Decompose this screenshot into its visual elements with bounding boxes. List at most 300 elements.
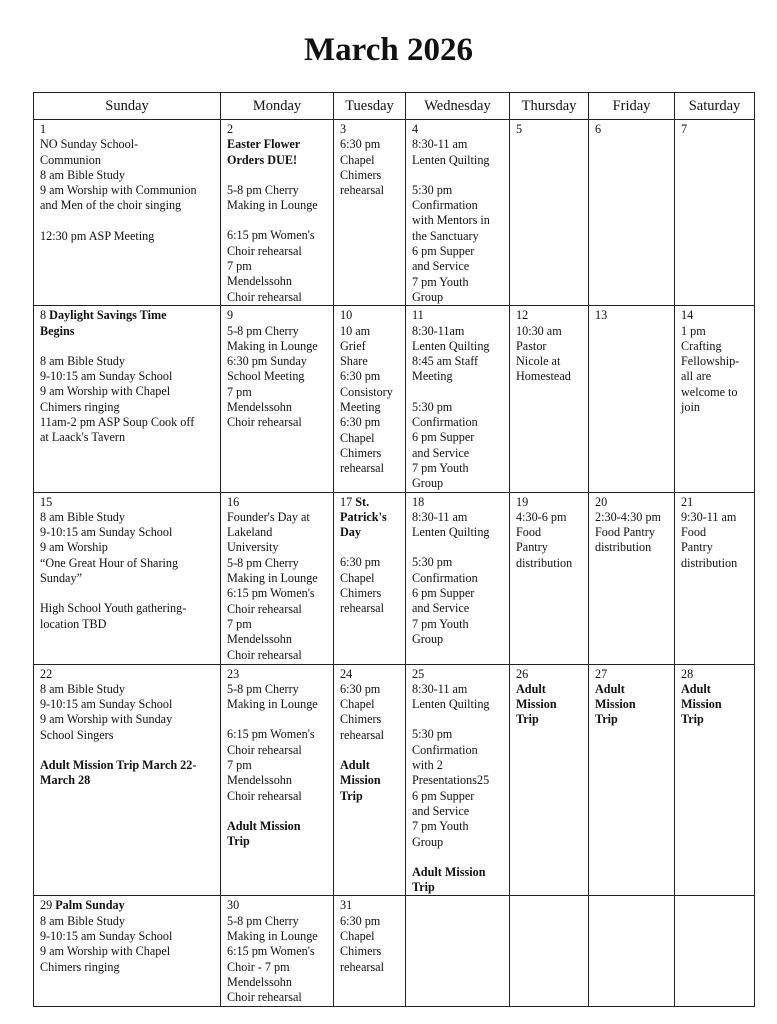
day-cell [334, 120, 406, 306]
calendar-grid [33, 92, 755, 1007]
event-line: all are [681, 369, 712, 384]
event-line: the Sanctuary [412, 228, 479, 243]
event-line: and Men of the choir singing [40, 198, 182, 213]
day-number: 2 [227, 122, 234, 136]
day-number: 11 [412, 308, 424, 323]
day-cell [589, 492, 675, 664]
day-header [412, 495, 505, 510]
event-line: Making in Lounge [227, 198, 318, 213]
spacer [412, 168, 505, 183]
day-header [595, 122, 670, 137]
day-cell [406, 896, 510, 1007]
day-cell [675, 306, 755, 492]
event-line: Share [340, 354, 368, 369]
day-header [340, 308, 401, 323]
event-line: 9-10:15 am Sunday School [40, 697, 173, 712]
event-line: Food Pantry [595, 525, 655, 540]
event-line: 7 pm Youth [412, 616, 469, 631]
event-line: 7 pm [227, 758, 252, 773]
event-line: 9:30-11 am [681, 509, 737, 524]
spacer [412, 385, 505, 400]
day-header [40, 667, 216, 682]
event-line: Adult Mission Trip March 22- [40, 758, 197, 773]
event-line: Sunday” [40, 571, 82, 586]
day-cell [406, 492, 510, 664]
event-line: Nicole at [516, 354, 561, 369]
spacer [340, 540, 401, 555]
week-row [34, 492, 755, 664]
event-line: Adult [681, 681, 711, 696]
day-number: 31 [340, 898, 353, 913]
day-cell [34, 306, 221, 492]
day-cell [334, 664, 406, 896]
event-line: rehearsal [340, 601, 384, 616]
event-line: Lenten Quilting [412, 152, 490, 167]
event-line: 6:30 pm [340, 137, 381, 152]
day-cell [510, 120, 589, 306]
event-line: and Service [412, 803, 470, 818]
day-cell [510, 306, 589, 492]
day-header [340, 122, 401, 137]
event-line: Group [412, 289, 444, 304]
day-number: 26 [516, 666, 529, 681]
day-number: 22 [40, 666, 53, 681]
weekday-header: Thursday [510, 93, 589, 120]
event-line: High School Youth gathering- [40, 601, 187, 616]
event-line: March 28 [40, 773, 91, 788]
day-number: 23 [227, 666, 240, 681]
event-line: Grief [340, 338, 366, 353]
day-cell [406, 306, 510, 492]
event-line: Orders DUE! [227, 152, 298, 167]
day-number: 24 [340, 666, 353, 681]
event-line: Group [412, 834, 444, 849]
day-number: 25 [412, 666, 425, 681]
event-line: 9 am Worship with Chapel [40, 944, 171, 959]
day-number: 27 [595, 666, 608, 681]
day-cell [334, 896, 406, 1007]
day-number: 4 [412, 122, 419, 136]
event-line: 6:15 pm Women's [227, 727, 315, 742]
day-cell [589, 306, 675, 492]
event-line: 9-10:15 am Sunday School [40, 369, 173, 384]
day-number: 12 [516, 308, 529, 323]
day-header [516, 495, 584, 510]
event-line: 4:30-6 pm [516, 509, 567, 524]
day-cell [221, 492, 334, 664]
event-line: Presentations25 [412, 773, 490, 788]
day-header [227, 898, 329, 913]
day-header [412, 308, 505, 323]
day-header [40, 898, 216, 913]
event-line: 5-8 pm Cherry [227, 323, 299, 338]
day-cell [406, 120, 510, 306]
day-header [516, 122, 584, 137]
day-cell [675, 896, 755, 1007]
event-line: Group [412, 631, 444, 646]
event-line: Choir rehearsal [227, 788, 302, 803]
day-cell [34, 492, 221, 664]
event-line: Lakeland [227, 525, 273, 540]
event-line: Making in Lounge [227, 697, 318, 712]
event-line: 6:30 pm [340, 369, 381, 384]
event-line: Confirmation [412, 570, 478, 585]
event-line: 5-8 pm Cherry [227, 681, 299, 696]
spacer [227, 712, 329, 727]
event-line: Mission [340, 773, 381, 788]
day-header [412, 122, 505, 137]
day-header [227, 308, 329, 323]
event-line: Choir rehearsal [227, 601, 302, 616]
day-cell [221, 306, 334, 492]
event-line: “One Great Hour of Sharing [40, 555, 179, 570]
day-header [516, 308, 584, 323]
event-line: School Singers [40, 727, 114, 742]
event-line: Chimers ringing [40, 959, 120, 974]
day-header [412, 667, 505, 682]
event-line: 2:30-4:30 pm [595, 509, 662, 524]
event-line: Chimers [340, 445, 382, 460]
event-line: Meeting [340, 400, 381, 415]
event-line: with Mentors in [412, 213, 490, 228]
weekday-header: Tuesday [334, 93, 406, 120]
event-line: 8:30-11 am [412, 509, 468, 524]
event-line: Fellowship- [681, 354, 740, 369]
event-line: Making in Lounge [227, 928, 318, 943]
event-line: 6 pm Supper [412, 430, 475, 445]
day-number: 29 [40, 898, 53, 913]
day-cell [334, 492, 406, 664]
event-line: Chapel [340, 928, 375, 943]
event-line: 5:30 pm [412, 727, 453, 742]
day-number: 21 [681, 494, 694, 509]
event-line: 6:30 pm [340, 681, 381, 696]
event-line: 9 am Worship [40, 540, 108, 555]
weekday-header-row [34, 93, 755, 120]
day-cell [675, 664, 755, 896]
day-header [227, 122, 329, 137]
day-cell [221, 896, 334, 1007]
spacer [340, 743, 401, 758]
day-header [340, 495, 401, 510]
event-line: Adult [595, 681, 625, 696]
day-cell [589, 664, 675, 896]
weekday-header: Saturday [675, 93, 755, 120]
event-line: NO Sunday School- [40, 137, 139, 152]
event-line: 12:30 pm ASP Meeting [40, 228, 155, 243]
event-line: and Service [412, 601, 470, 616]
week-row [34, 896, 755, 1007]
spacer [412, 712, 505, 727]
event-line: Pastor [516, 338, 547, 353]
day-header [595, 667, 670, 682]
day-header [681, 495, 750, 510]
event-line: Food [681, 525, 707, 540]
event-line: Making in Lounge [227, 571, 318, 586]
event-line: Meeting [412, 369, 453, 384]
event-line: School Meeting [227, 369, 305, 384]
event-line: Trip [412, 880, 435, 895]
event-line: Choir rehearsal [227, 415, 302, 430]
day-title: Daylight Savings Time [49, 308, 167, 323]
event-line: Communion [40, 152, 101, 167]
event-line: 6:30 pm [340, 913, 381, 928]
event-line: Lenten Quilting [412, 697, 490, 712]
event-line: Chimers [340, 712, 382, 727]
day-cell [406, 664, 510, 896]
event-line: 6:15 pm Women's [227, 586, 315, 601]
event-line: 8 am Bible Study [40, 509, 125, 524]
event-line: Lenten Quilting [412, 525, 490, 540]
event-line: 8:45 am Staff [412, 354, 479, 369]
event-line: 6:15 pm Women's [227, 944, 315, 959]
day-header [516, 667, 584, 682]
event-line: 1 pm [681, 323, 706, 338]
event-line: with 2 [412, 758, 443, 773]
week-row [34, 306, 755, 492]
event-line: Adult [340, 758, 370, 773]
event-line: 5:30 pm [412, 555, 453, 570]
event-line: welcome to [681, 384, 738, 399]
day-number: 16 [227, 494, 240, 509]
event-line: Chapel [340, 570, 375, 585]
event-line: 10 am [340, 323, 371, 338]
week-row [34, 120, 755, 306]
week-row [34, 664, 755, 896]
event-line: Chimers ringing [40, 399, 120, 414]
day-number: 17 [340, 494, 353, 509]
day-header [227, 495, 329, 510]
event-line: and Service [412, 259, 470, 274]
day-cell [34, 896, 221, 1007]
event-line: 7 pm Youth [412, 274, 469, 289]
day-header [595, 495, 670, 510]
day-number: 15 [40, 494, 53, 509]
event-line: 7 pm [227, 616, 252, 631]
event-line: rehearsal [340, 461, 384, 476]
event-line: Adult Mission [227, 818, 301, 833]
event-line: 6 pm Supper [412, 788, 475, 803]
event-line: 6:15 pm Women's [227, 228, 315, 243]
event-line: Lenten Quilting [412, 338, 490, 353]
event-line: Mission [516, 697, 557, 712]
spacer [40, 586, 216, 601]
day-cell [510, 492, 589, 664]
event-line: 6 pm Supper [412, 244, 475, 259]
event-line: University [227, 540, 279, 555]
event-line: Adult [516, 681, 546, 696]
event-line: 5:30 pm [412, 399, 453, 414]
event-line: Consistory [340, 384, 393, 399]
event-line: 9-10:15 am Sunday School [40, 525, 173, 540]
event-line: Choir rehearsal [227, 990, 302, 1005]
event-line: Choir rehearsal [227, 243, 302, 258]
spacer [412, 850, 505, 865]
event-line: 10:30 am [516, 323, 562, 338]
event-line: 5-8 pm Cherry [227, 555, 299, 570]
event-line: 9 am Worship with Sunday [40, 712, 173, 727]
day-title: St. [355, 494, 370, 509]
event-line: 5-8 pm Cherry [227, 913, 299, 928]
event-line: 9 am Worship with Chapel [40, 384, 171, 399]
event-line: Patrick's [340, 509, 387, 524]
event-line: Trip [340, 788, 363, 803]
spacer [227, 804, 329, 819]
day-number: 9 [227, 308, 234, 323]
event-line: 7 pm [227, 259, 252, 274]
event-line: 7 pm Youth [412, 819, 469, 834]
event-line: Mendelssohn [227, 400, 292, 415]
event-line: Food [516, 525, 542, 540]
event-line: 9 am Worship with Communion [40, 183, 197, 198]
event-line: Group [412, 476, 444, 491]
weekday-header: Wednesday [406, 93, 510, 120]
event-line: Crafting [681, 338, 722, 353]
day-number: 30 [227, 898, 240, 913]
day-header [681, 308, 750, 323]
day-number: 28 [681, 666, 694, 681]
event-line: 7 pm [227, 384, 252, 399]
event-line: Choir rehearsal [227, 647, 302, 662]
day-cell [34, 120, 221, 306]
day-number: 7 [681, 122, 688, 136]
event-line: 11am-2 pm ASP Soup Cook off [40, 415, 195, 430]
day-number: 5 [516, 122, 523, 136]
event-line: Begins [40, 323, 75, 338]
weekday-header: Sunday [34, 93, 221, 120]
event-line: 7 pm Youth [412, 460, 469, 475]
weekday-header: Monday [221, 93, 334, 120]
day-number: 14 [681, 308, 694, 323]
day-cell [675, 492, 755, 664]
day-number: 6 [595, 122, 602, 136]
event-line: 5:30 pm [412, 182, 453, 197]
day-cell [34, 664, 221, 896]
event-line: Easter Flower [227, 137, 301, 152]
event-line: 9-10:15 am Sunday School [40, 928, 173, 943]
event-line: Mendelssohn [227, 632, 292, 647]
event-line: Day [340, 525, 361, 540]
event-line: location TBD [40, 616, 107, 631]
day-number: 1 [40, 122, 47, 136]
event-line: distribution [516, 555, 573, 570]
event-line: rehearsal [340, 183, 384, 198]
event-line: Trip [595, 712, 618, 727]
event-line: 6:30 pm [340, 555, 381, 570]
spacer [412, 540, 505, 555]
event-line: Mendelssohn [227, 773, 292, 788]
spacer [227, 168, 329, 183]
event-line: Trip [681, 712, 704, 727]
day-header [681, 122, 750, 137]
event-line: Confirmation [412, 415, 478, 430]
event-line: Chapel [340, 430, 375, 445]
event-line: rehearsal [340, 727, 384, 742]
day-header [340, 898, 401, 913]
day-header [595, 308, 670, 323]
event-line: 6:30 pm [340, 415, 381, 430]
day-cell [510, 664, 589, 896]
event-line: Choir - 7 pm [227, 959, 290, 974]
event-line: 8:30-11 am [412, 137, 468, 152]
event-line: Chimers [340, 944, 382, 959]
event-line: at Laack's Tavern [40, 430, 126, 445]
event-line: Trip [227, 834, 250, 849]
day-header [40, 308, 216, 323]
day-cell [334, 306, 406, 492]
weekday-header: Friday [589, 93, 675, 120]
event-line: 8:30-11 am [412, 681, 468, 696]
event-line: Choir rehearsal [227, 742, 302, 757]
day-title: Palm Sunday [55, 898, 125, 913]
event-line: and Service [412, 445, 470, 460]
event-line: Choir rehearsal [227, 289, 302, 304]
spacer [40, 743, 216, 758]
day-number: 3 [340, 122, 347, 136]
day-number: 10 [340, 308, 353, 323]
event-line: 8 am Bible Study [40, 167, 125, 182]
event-line: Chapel [340, 697, 375, 712]
event-line: Confirmation [412, 742, 478, 757]
event-line: Mission [681, 697, 722, 712]
day-header [40, 495, 216, 510]
day-number: 20 [595, 494, 608, 509]
event-line: distribution [681, 555, 738, 570]
event-line: 8 am Bible Study [40, 353, 125, 368]
event-line: Chimers [340, 167, 382, 182]
day-number: 19 [516, 494, 529, 509]
event-line: 6 pm Supper [412, 586, 475, 601]
event-line: Pantry [516, 540, 548, 555]
spacer [227, 213, 329, 228]
event-line: 6:30 pm Sunday [227, 354, 307, 369]
day-cell [221, 664, 334, 896]
day-number: 18 [412, 494, 425, 509]
event-line: Homestead [516, 369, 571, 384]
day-header [340, 667, 401, 682]
event-line: distribution [595, 540, 652, 555]
day-cell [675, 120, 755, 306]
event-line: Founder's Day at [227, 509, 310, 524]
day-number: 13 [595, 308, 608, 323]
event-line: Mission [595, 697, 636, 712]
day-header [40, 122, 216, 137]
spacer [40, 214, 216, 229]
event-line: 8:30-11am [412, 323, 465, 338]
event-line: 5-8 pm Cherry [227, 182, 299, 197]
event-line: Pantry [681, 540, 713, 555]
event-line: Trip [516, 712, 539, 727]
event-line: join [681, 400, 700, 415]
event-line: Mendelssohn [227, 274, 292, 289]
event-line: Adult Mission [412, 864, 486, 879]
event-line: Making in Lounge [227, 338, 318, 353]
event-line: Chapel [340, 152, 375, 167]
day-cell [221, 120, 334, 306]
day-cell [589, 896, 675, 1007]
event-line: Confirmation [412, 198, 478, 213]
event-line: Chimers [340, 586, 382, 601]
event-line: rehearsal [340, 959, 384, 974]
day-cell [510, 896, 589, 1007]
calendar-title: March 2026 [304, 32, 473, 68]
day-header [227, 667, 329, 682]
event-line: Mendelssohn [227, 974, 292, 989]
day-header [681, 667, 750, 682]
day-cell [589, 120, 675, 306]
event-line: 8 am Bible Study [40, 681, 125, 696]
event-line: 8 am Bible Study [40, 913, 125, 928]
